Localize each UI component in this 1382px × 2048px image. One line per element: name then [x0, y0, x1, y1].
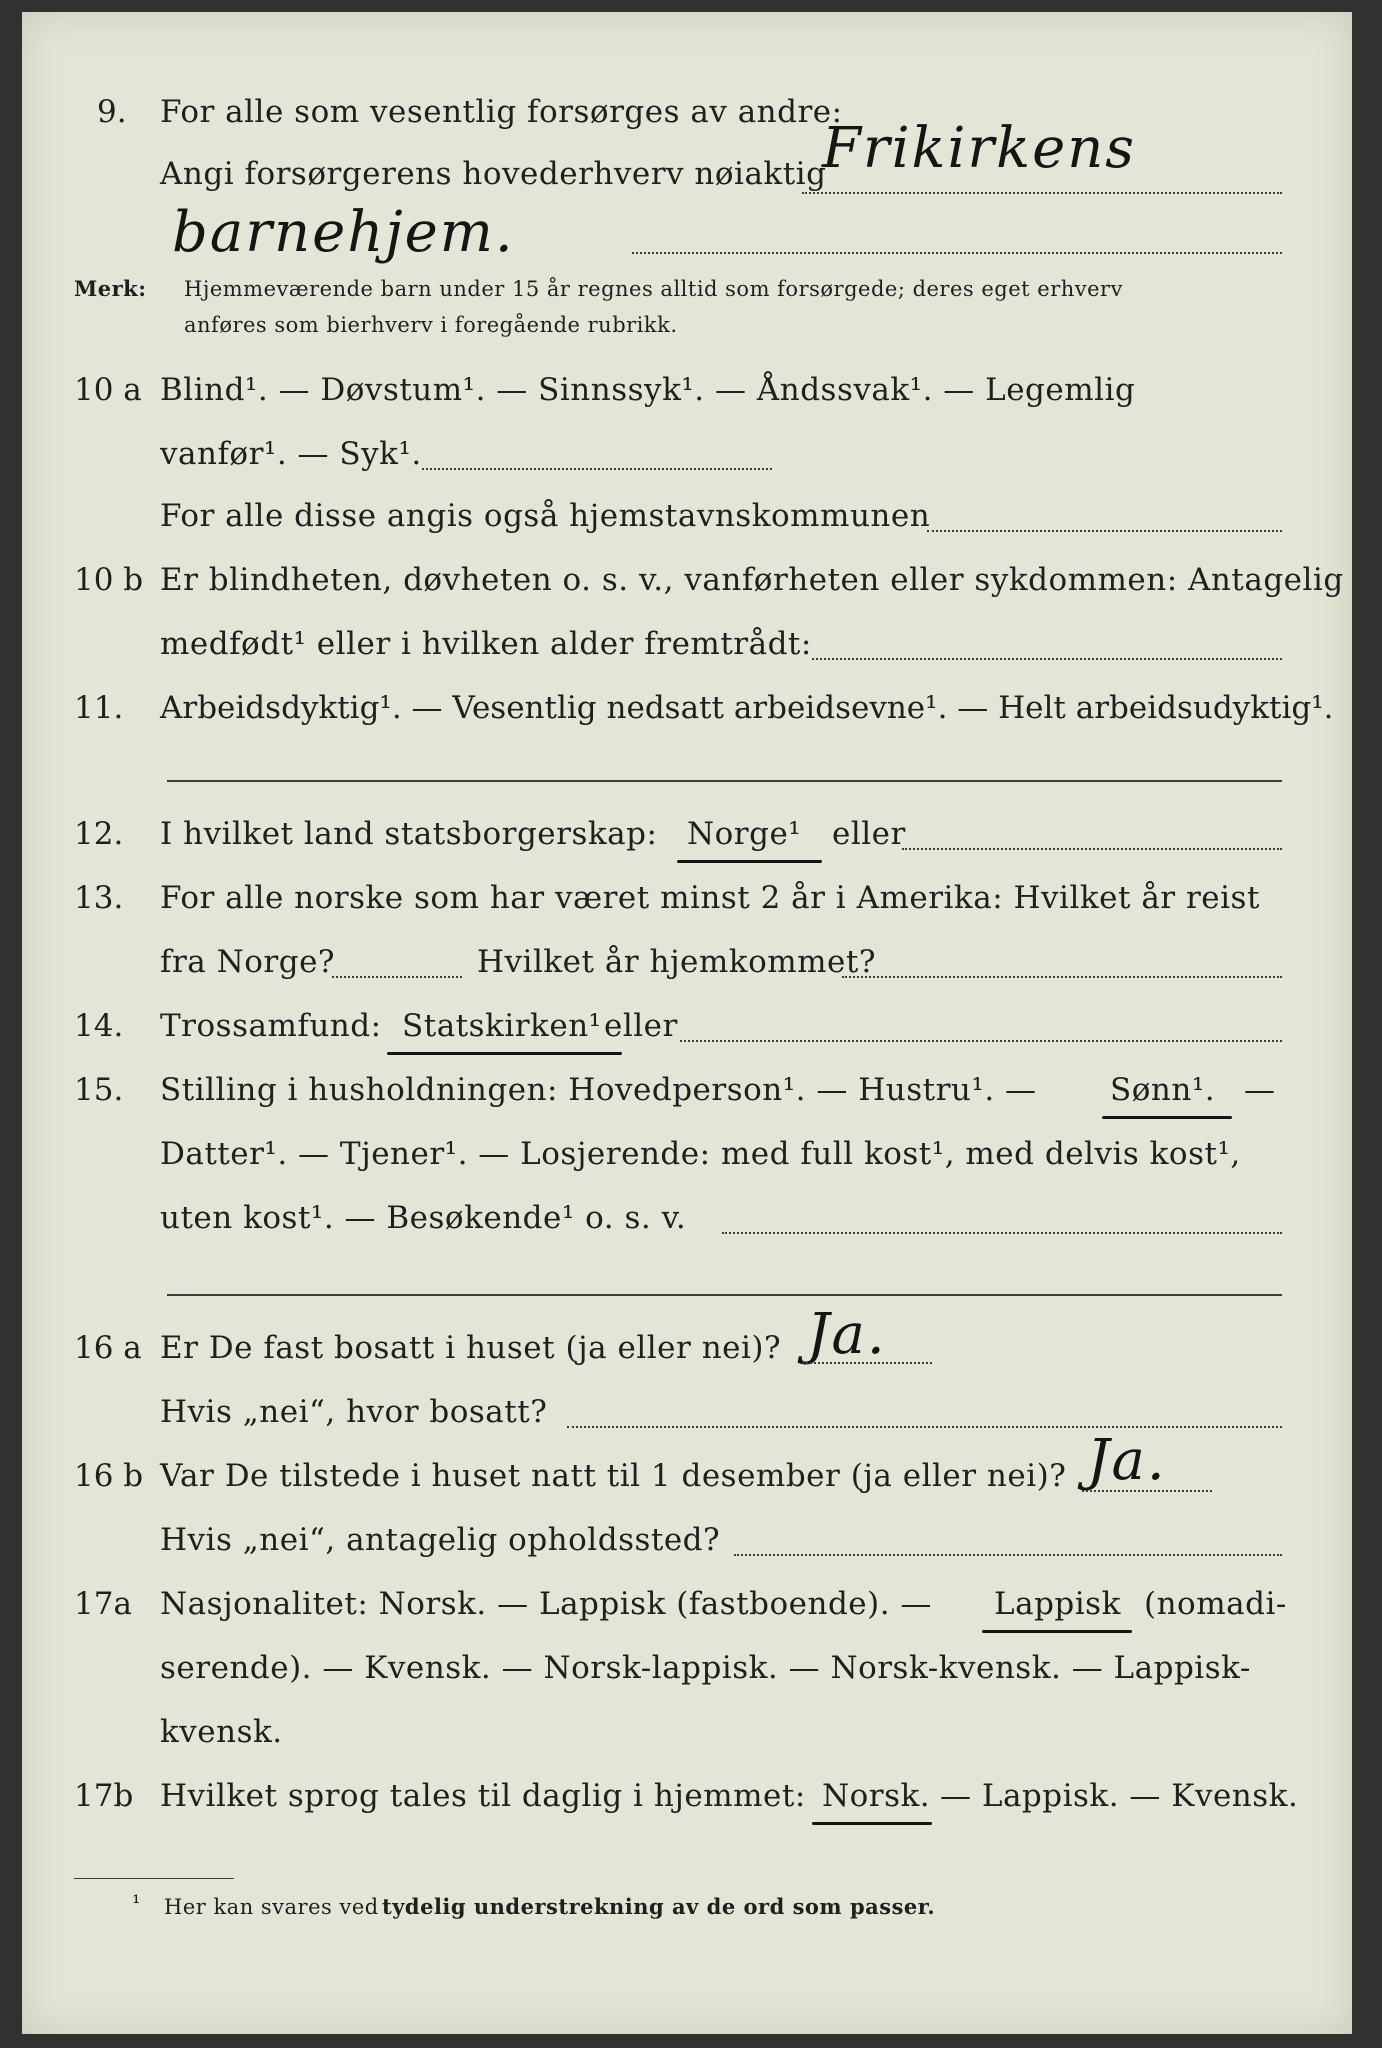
- q12-choice-underline: [677, 860, 822, 863]
- q16a-residence-line: [567, 1426, 1282, 1428]
- q16b-line1: Var De tilstede i huset natt til 1 desember (ja eller nei)?: [160, 1458, 1067, 1494]
- q14-answer-line: [680, 1040, 1282, 1042]
- q14-suffix: eller: [604, 1008, 678, 1044]
- q9-line1: For alle som vesentlig forsørges av andre:: [160, 94, 843, 130]
- q14-choice-statskirken: Statskirken¹: [402, 1008, 602, 1044]
- q16a-answer-line: [802, 1362, 932, 1364]
- q14-choice-underline: [387, 1052, 622, 1055]
- q11-answer-rule: [167, 780, 1282, 782]
- q10b-number: 10 b: [74, 562, 144, 598]
- q11-number: 11.: [74, 690, 124, 726]
- q16b-answer-line: [1082, 1490, 1212, 1492]
- merk-line2: anføres som bierhverv i foregående rubrikk.: [184, 313, 678, 337]
- q10a-kommune-line: [927, 530, 1282, 532]
- q10b-line2: medfødt¹ eller i hvilken alder fremtrådt:: [160, 626, 812, 662]
- q12-number: 12.: [74, 816, 124, 852]
- q17a-line1a: Nasjonalitet: Norsk. — Lappisk (fastboende). —: [160, 1586, 932, 1622]
- q16b-handwritten-answer: Ja.: [1087, 1428, 1167, 1493]
- q13-return-year-line: [842, 976, 1282, 978]
- q16a-number: 16 a: [74, 1330, 142, 1366]
- q16a-line2: Hvis „nei“, hvor bosatt?: [160, 1394, 548, 1430]
- q10a-answer-line: [422, 468, 772, 470]
- q9-handwritten-answer2: barnehjem.: [172, 200, 515, 265]
- q12-answer-line: [902, 848, 1282, 850]
- q13-line2a: fra Norge?: [160, 944, 336, 980]
- q17b-number: 17b: [74, 1778, 134, 1814]
- q15-answer-rule: [167, 1294, 1282, 1296]
- q15-line2: Datter¹. — Tjener¹. — Losjerende: med full kost¹, med delvis kost¹,: [160, 1136, 1241, 1172]
- q14-number: 14.: [74, 1008, 124, 1044]
- q17a-choice-lappisk: Lappisk: [994, 1586, 1121, 1622]
- q12-choice-norge: Norge¹: [687, 816, 802, 852]
- q16b-number: 16 b: [74, 1458, 144, 1494]
- q11-line1: Arbeidsdyktig¹. — Vesentlig nedsatt arbeidsevne¹. — Helt arbeidsudyktig¹.: [160, 690, 1334, 726]
- merk-line1: Hjemmeværende barn under 15 år regnes alltid som forsørgede; deres eget erhverv: [184, 277, 1123, 301]
- q9-line2: Angi forsørgerens hovederhverv nøiaktig: [160, 156, 827, 192]
- q10b-line1: Er blindheten, døvheten o. s. v., vanførheten eller sykdommen: Antagelig: [160, 562, 1344, 598]
- q15-answer-line: [722, 1232, 1282, 1234]
- q10b-answer-line: [812, 658, 1282, 660]
- q17b-suffix: — Lappisk. — Kvensk.: [940, 1778, 1299, 1814]
- q17a-number: 17a: [74, 1586, 132, 1622]
- q17a-line1b: (nomadi-: [1144, 1586, 1287, 1622]
- q15-number: 15.: [74, 1072, 124, 1108]
- q13-number: 13.: [74, 880, 124, 916]
- q10a-line2: vanfør¹. — Syk¹.: [160, 436, 422, 472]
- q15-line3: uten kost¹. — Besøkende¹ o. s. v.: [160, 1200, 687, 1236]
- q17a-line3: kvensk.: [160, 1714, 283, 1750]
- q17a-line2: serende). — Kvensk. — Norsk-lappisk. — Norsk-kvensk. — Lappisk-: [160, 1650, 1251, 1686]
- q16a-handwritten-answer: Ja.: [807, 1302, 887, 1367]
- footnote-text: Her kan svares ved: [164, 1895, 379, 1919]
- footnote-emphasis: tydelig understrekning av de ord som passer.: [382, 1894, 936, 1919]
- q17b-prefix: Hvilket sprog tales til daglig i hjemmet:: [160, 1778, 806, 1814]
- q9-answer-line1: [802, 192, 1282, 194]
- q15-choice-underline: [1102, 1116, 1232, 1119]
- q10a-line1: Blind¹. — Døvstum¹. — Sinnssyk¹. — Åndssvak¹. — Legemlig: [160, 372, 1136, 408]
- q17b-choice-norsk: Norsk.: [822, 1778, 931, 1814]
- q16b-whereabouts-line: [734, 1554, 1282, 1556]
- q13-line1: For alle norske som har været minst 2 år i Amerika: Hvilket år reist: [160, 880, 1260, 916]
- footnote-rule: [74, 1878, 234, 1879]
- merk-label: Merk:: [74, 276, 147, 301]
- q15-line1a: Stilling i husholdningen: Hovedperson¹. — Hustru¹. —: [160, 1072, 1037, 1108]
- q13-line2b: Hvilket år hjemkommet?: [477, 944, 876, 980]
- q14-prefix: Trossamfund:: [160, 1008, 382, 1044]
- q10a-number: 10 a: [74, 372, 142, 408]
- q9-handwritten-answer1: Frikirkens: [822, 116, 1137, 181]
- census-form-page: [22, 12, 1352, 2034]
- q15-line1b: —: [1244, 1072, 1276, 1108]
- q16a-line1: Er De fast bosatt i huset (ja eller nei)?: [160, 1330, 782, 1366]
- q17a-choice-underline: [982, 1630, 1132, 1633]
- q12-suffix: eller: [832, 816, 906, 852]
- q10a-line3: For alle disse angis også hjemstavnskommunen: [160, 498, 931, 534]
- q17b-choice-underline: [812, 1822, 932, 1825]
- q15-choice-sonn: Sønn¹.: [1110, 1072, 1216, 1108]
- q13-left-year-line: [332, 976, 462, 978]
- q12-prefix: I hvilket land statsborgerskap:: [160, 816, 658, 852]
- q9-number: 9.: [97, 94, 127, 130]
- footnote-mark: ¹: [132, 1891, 141, 1915]
- q9-answer-line2: [632, 252, 1282, 254]
- q16b-line2: Hvis „nei“, antagelig opholdssted?: [160, 1522, 721, 1558]
